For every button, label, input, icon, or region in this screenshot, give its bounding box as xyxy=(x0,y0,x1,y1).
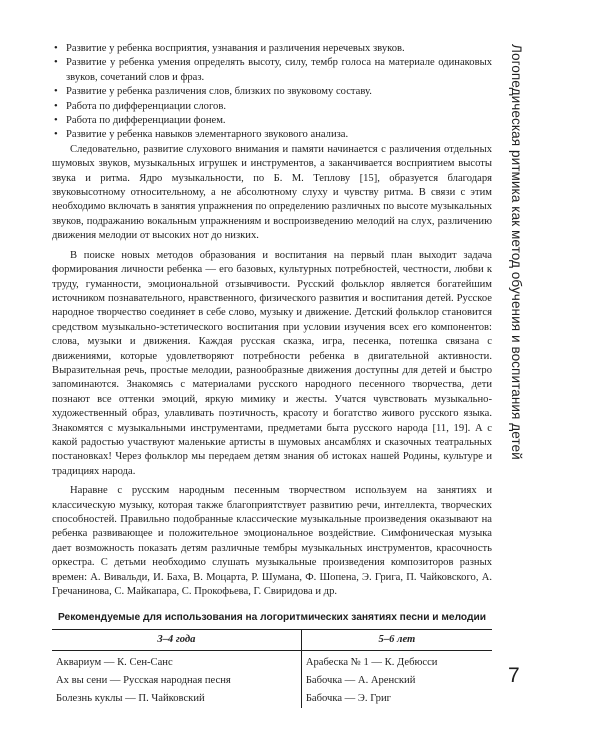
bullet-list xyxy=(52,42,492,143)
table-cell: Бабочка — Э. Григ xyxy=(301,690,492,708)
page-number: 7 xyxy=(508,664,520,687)
bullet-item: • Развитие у ребенка различения слов, близких по звуковому составу. xyxy=(52,85,492,99)
bullet-item: • Работа по дифференциации фонем. xyxy=(52,114,492,128)
header-age-5-6: 5–6 лет xyxy=(301,629,492,650)
bullet-item: • Развитие у ребенка восприятия, узнавания и различения неречевых звуков. xyxy=(52,42,492,56)
bullet-item: • Развитие у ребенка навыков элементарного звукового анализа. xyxy=(52,128,492,142)
paragraph-classical-music: Наравне с русским народным песенным творчеством используем на занятиях и классическую музыку, которая также благоприятствует развитию речи, интеллекта, творческих способностей. Правильно подобранные классические музыкальные произведения оказывают на ребенка развивающее и положительное эмоциональное воздействие. Симфоническая музыка дает возможность показать детям различные тембры музыкальных инструментов, красочность оркестра. С детьми необходимо слушать музыкальные произведения композиторов разных времен: А. Вивальди, И. Баха, В. Моцарта, Р. Шумана, Ф. Шопена, Э. Грига, П. Чайковского, А. Гречанинова, С. Майкапара, С. Прокофьева, Г. Свиридова и др. xyxy=(52,485,492,598)
table-cell: Ах вы сени — Русская народная песня xyxy=(56,674,231,686)
bullet-item: • Развитие у ребенка умения определять высоту, силу, тембр голоса на материале одинаковых звуков, сочетаний слов и фраз. xyxy=(52,56,492,85)
table-row xyxy=(52,672,492,690)
table-cell: Арабеска № 1 — К. Дебюсси xyxy=(301,650,492,672)
table-cell: Бабочка — А. Аренский xyxy=(301,672,492,690)
songs-table xyxy=(52,629,492,708)
table-header-row xyxy=(52,629,492,650)
table-title: Рекомендуемые для использования на логоритмических занятиях песни и мелодии xyxy=(58,612,486,624)
running-chapter-title: Логопедическая ритмика как метод обучения и воспитания детей xyxy=(509,44,524,460)
table-cell: Аквариум — К. Сен-Санс xyxy=(56,656,173,668)
table-cell: Болезнь куклы — П. Чайковский xyxy=(56,692,205,704)
bullet-item: • Работа по дифференциации слогов. xyxy=(52,100,492,114)
paragraph-auditory-attention: Следовательно, развитие слухового внимания и памяти начинается с различения отдельных шумовых звуков, музыкальных игрушек и инструментов, а заканчивается восприятием высоты звука и ритма. Ядро музыкальности, по Б. М. Теплову [15], образуется благодаря звуковысотному относительному, а не абсолютному слуху и чувству ритма. В связи с этим необходимо включать в занятия упражнения по определению различных по высоте музыкальных звуков, подражанию вокальным упражнениям и воспроизведению мелодий на слух, различению движения мелодии от высоких нот до низких. xyxy=(52,143,492,242)
paragraph-folklore: В поиске новых методов образования и воспитания на первый план выходит задача формирования личности ребенка — его базовых, культурных потребностей, честности, любви к труду, гуманности, эмоциональной отзывчивости. Русский фольклор является богатейшим источником познавательного, нравственного, физического развития и воспитания детей. Русское народное творчество соединяет в себе слово, музыку и движение. Детский фольклор становится средством музыкально-эстетического воспитания при условии изучения всех его компонентов: слова, музыки и движения. Каждая русская сказка, игра, песенка, потешка связана с движениями, которые удовлетворяют потребности ребенка в двигательной активности. Выразительная речь, простые мелодии, разнообразные движения доступны для детей и быстро запоминаются. Знакомясь с материалами русского народного песенного творчества, дети познают все оттенки эмоций, яркую мимику и жесты. Учатся чувствовать музыкально-художественный образ, улавливать поэтичность, красоту и богатство живого русского языка. Знакомятся с музыкальными инструментами, предметами быта русского народа [11, 19]. А с какой радостью участвуют маленькие артисты в шумовых ансамблях и сказочных театральных постановках! Через фольклор мы передаем детям знания об истоках нашей Родины, культуре и традициях народа. xyxy=(52,249,492,477)
page-content xyxy=(52,42,492,708)
header-age-3-4: 3–4 года xyxy=(52,629,301,650)
table-row xyxy=(52,690,492,708)
table-row xyxy=(52,650,492,672)
